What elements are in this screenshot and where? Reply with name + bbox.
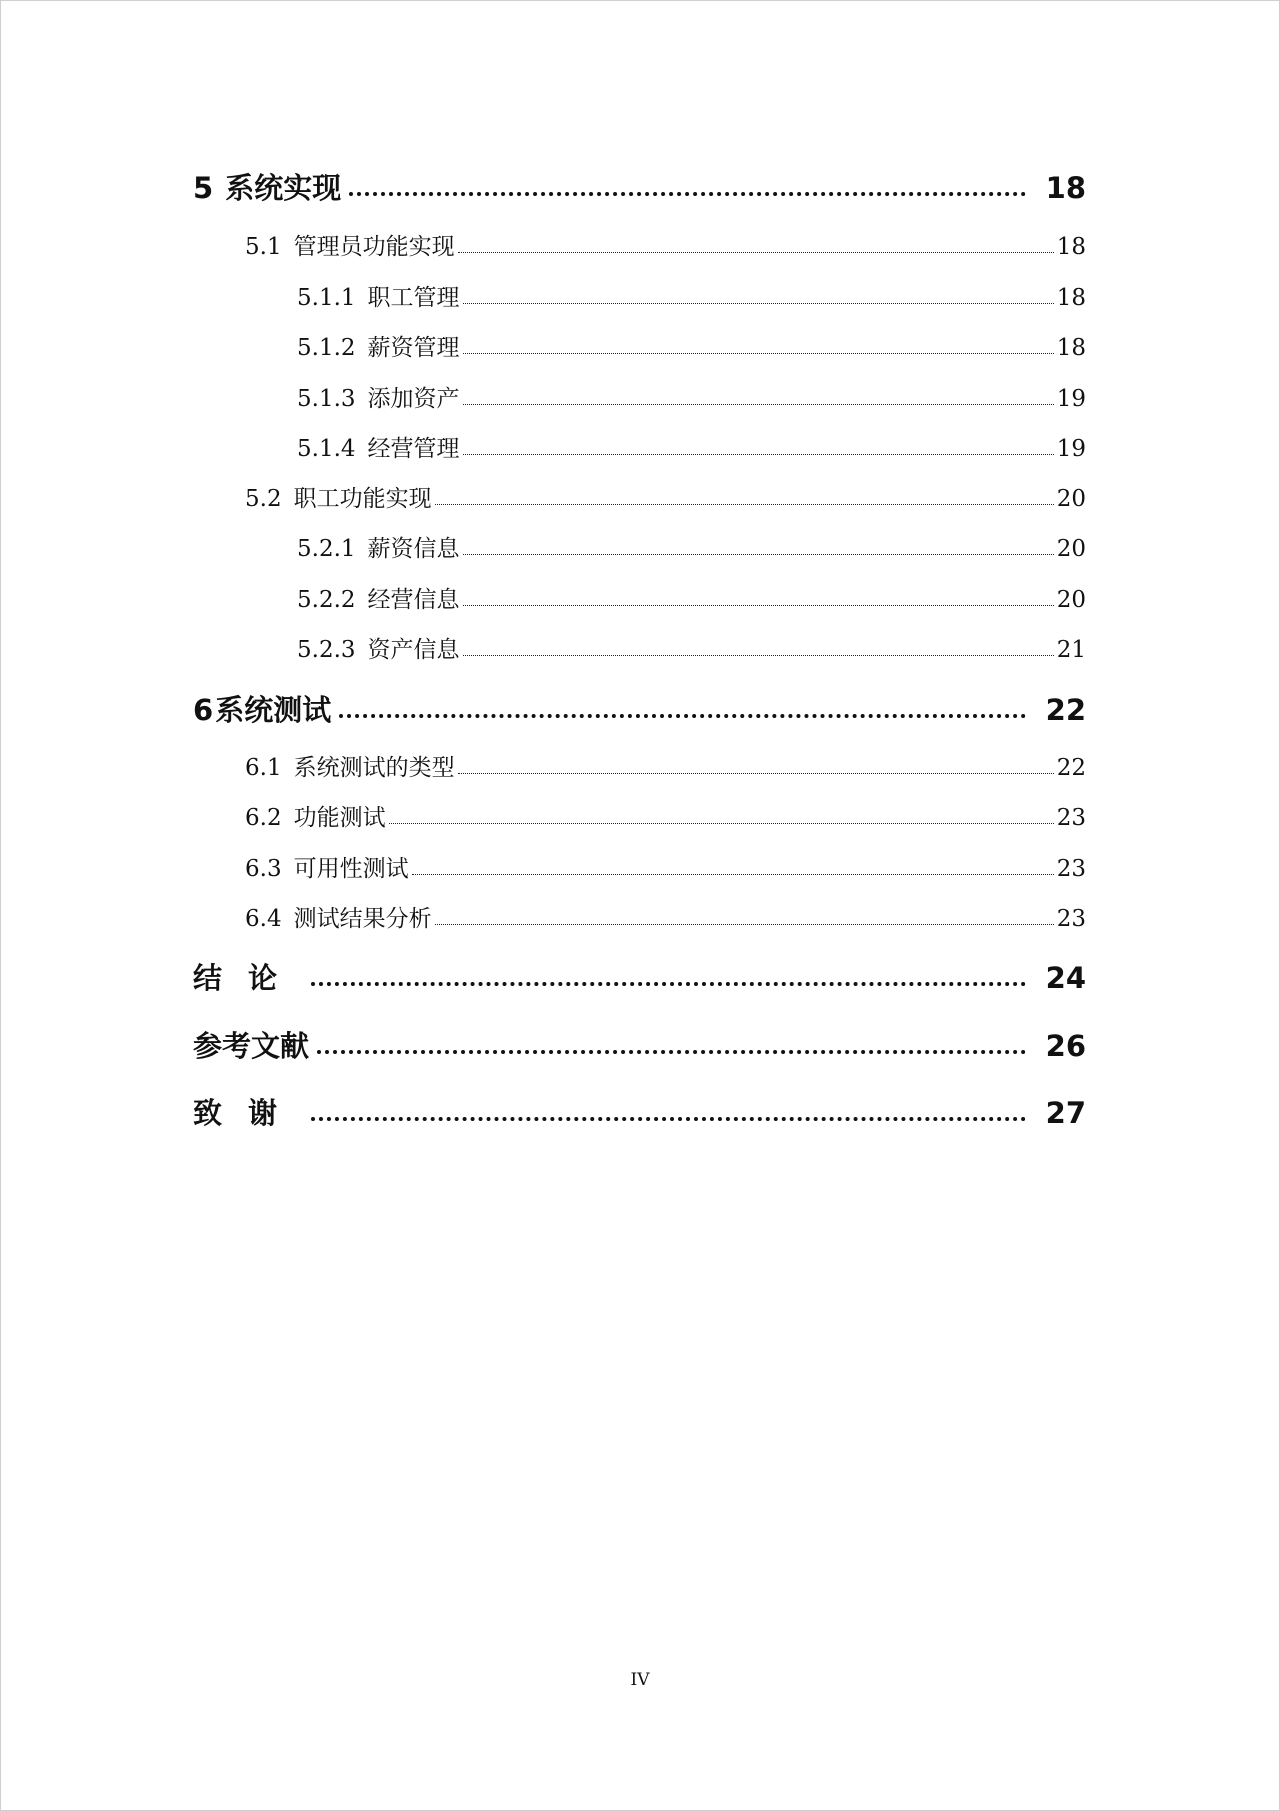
toc-entry-page: 18 bbox=[1056, 285, 1086, 311]
toc-entry-title: 添加资产 bbox=[367, 386, 460, 412]
toc-entry-title: 系统测试 bbox=[215, 693, 332, 727]
toc-entry-page: 19 bbox=[1056, 436, 1086, 462]
toc-entry-page: 22 bbox=[1056, 755, 1086, 781]
toc-entry-page: 20 bbox=[1056, 486, 1086, 512]
toc-entry-number: 5.2.2 bbox=[297, 587, 356, 613]
toc-dot-leader bbox=[463, 605, 1054, 606]
toc-entry-6-3[interactable] bbox=[245, 853, 1086, 885]
toc-entry-page: 19 bbox=[1056, 386, 1086, 412]
toc-entry-5-1-1[interactable] bbox=[297, 282, 1086, 314]
toc-dot-leader bbox=[458, 252, 1054, 253]
toc-dot-leader bbox=[389, 823, 1054, 824]
toc-entry-5-1[interactable] bbox=[245, 231, 1086, 263]
toc-entry-number: 5.2 bbox=[245, 486, 282, 512]
toc-entry-page: 20 bbox=[1056, 536, 1086, 562]
toc-dot-leader bbox=[463, 554, 1054, 555]
toc-entry-5-1-2[interactable] bbox=[297, 332, 1086, 364]
toc-entry-page: 18 bbox=[1045, 171, 1086, 205]
toc-entry-conclusion[interactable] bbox=[193, 958, 1086, 998]
toc-entry-title: 结论 bbox=[193, 961, 304, 995]
toc-entry-page: 18 bbox=[1056, 335, 1086, 361]
page-number-footer: IV bbox=[630, 1670, 650, 1690]
toc-dot-leader bbox=[435, 504, 1054, 505]
toc-entry-title: 资产信息 bbox=[367, 637, 460, 663]
toc-entry-page: 21 bbox=[1056, 637, 1086, 663]
toc-dot-leader bbox=[463, 404, 1054, 405]
toc-entry-title: 测试结果分析 bbox=[293, 906, 432, 932]
toc-entry-number: 5 bbox=[193, 171, 214, 205]
toc-entry-page: 26 bbox=[1045, 1029, 1086, 1063]
toc-dot-leader bbox=[349, 192, 1025, 196]
toc-entry-title: 可用性测试 bbox=[293, 856, 409, 882]
toc-entry-number: 5.1.2 bbox=[297, 335, 356, 361]
toc-dot-leader bbox=[463, 303, 1054, 304]
toc-entry-number: 5.1.4 bbox=[297, 436, 356, 462]
toc-dot-leader bbox=[463, 454, 1054, 455]
toc-dot-leader bbox=[458, 773, 1054, 774]
toc-entry-title: 经营信息 bbox=[367, 587, 460, 613]
toc-dot-leader bbox=[317, 1050, 1026, 1054]
toc-dot-leader bbox=[463, 353, 1054, 354]
toc-entry-page: 18 bbox=[1056, 234, 1086, 260]
toc-entry-page: 22 bbox=[1045, 693, 1086, 727]
toc-entry-number: 5.1.1 bbox=[297, 285, 356, 311]
toc-entry-title: 管理员功能实现 bbox=[293, 234, 455, 260]
toc-dot-leader bbox=[435, 924, 1054, 925]
toc-entry-chapter-6[interactable] bbox=[193, 690, 1086, 730]
toc-dot-leader bbox=[339, 714, 1025, 718]
toc-entry-5-1-3[interactable] bbox=[297, 383, 1086, 415]
toc-entry-page: 24 bbox=[1045, 961, 1086, 995]
toc-entry-title: 功能测试 bbox=[293, 805, 386, 831]
toc-entry-6-1[interactable] bbox=[245, 752, 1086, 784]
toc-entry-number: 5.2.3 bbox=[297, 637, 356, 663]
toc-entry-title: 致谢 bbox=[193, 1096, 304, 1130]
toc-entry-number: 5.2.1 bbox=[297, 536, 356, 562]
toc-entry-number: 6.4 bbox=[245, 906, 282, 932]
toc-entry-title: 系统实现 bbox=[225, 171, 342, 205]
toc-entry-5-2-1[interactable] bbox=[297, 533, 1086, 565]
toc-entry-number: 5.1.3 bbox=[297, 386, 356, 412]
toc-entry-5-2[interactable] bbox=[245, 483, 1086, 515]
toc-dot-leader bbox=[412, 874, 1054, 875]
toc-entry-number: 6.3 bbox=[245, 856, 282, 882]
toc-entry-page: 27 bbox=[1045, 1096, 1086, 1130]
toc-entry-chapter-5[interactable] bbox=[193, 168, 1086, 208]
toc-entry-5-2-2[interactable] bbox=[297, 584, 1086, 616]
toc-entry-title: 系统测试的类型 bbox=[293, 755, 455, 781]
toc-entry-page: 23 bbox=[1056, 856, 1086, 882]
toc-entry-5-2-3[interactable] bbox=[297, 634, 1086, 666]
toc-entry-title: 经营管理 bbox=[367, 436, 460, 462]
toc-entry-5-1-4[interactable] bbox=[297, 433, 1086, 465]
toc-entry-number: 6.2 bbox=[245, 805, 282, 831]
toc-entry-page: 23 bbox=[1056, 805, 1086, 831]
toc-entry-title: 职工管理 bbox=[367, 285, 460, 311]
toc-entry-title: 参考文献 bbox=[193, 1029, 310, 1063]
toc-entry-acknowledgements[interactable] bbox=[193, 1093, 1086, 1133]
toc-dot-leader bbox=[463, 655, 1054, 656]
toc-entry-number: 6 bbox=[193, 693, 214, 727]
toc-dot-leader bbox=[311, 1117, 1026, 1121]
toc-entry-title: 薪资管理 bbox=[367, 335, 460, 361]
toc-entry-references[interactable] bbox=[193, 1026, 1086, 1066]
toc-entry-6-2[interactable] bbox=[245, 802, 1086, 834]
toc-entry-title: 职工功能实现 bbox=[293, 486, 432, 512]
toc-dot-leader bbox=[311, 982, 1026, 986]
toc-entry-number: 5.1 bbox=[245, 234, 282, 260]
toc-entry-title: 薪资信息 bbox=[367, 536, 460, 562]
toc-entry-number: 6.1 bbox=[245, 755, 282, 781]
toc-entry-6-4[interactable] bbox=[245, 903, 1086, 935]
toc-entry-page: 23 bbox=[1056, 906, 1086, 932]
toc-entry-page: 20 bbox=[1056, 587, 1086, 613]
